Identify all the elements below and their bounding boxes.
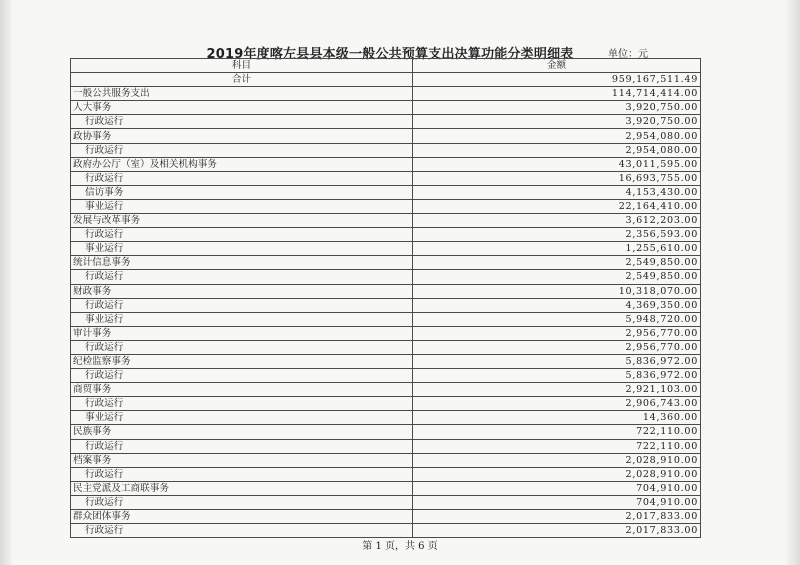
table-row [71,298,701,312]
unit-label: 单位：元 [608,49,648,60]
subject-cell: 商贸事务 [71,383,413,397]
amount-cell: 2,549,850.00 [413,270,701,284]
amount-cell: 2,017,833.00 [413,510,701,524]
subject-cell: 民主党派及工商联事务 [71,481,413,495]
subject-cell: 行政运行 [71,495,413,509]
subject-cell: 行政运行 [71,467,413,481]
amount-cell: 5,836,972.00 [413,369,701,383]
scan-shadow-left [0,0,12,565]
table-row [71,411,701,425]
amount-cell: 2,906,743.00 [413,397,701,411]
page-number: 第 1 页，共 6 页 [362,541,438,552]
amount-cell: 4,153,430.00 [413,185,701,199]
table-row [71,383,701,397]
subject-cell: 政协事务 [71,129,413,143]
amount-cell: 3,920,750.00 [413,115,701,129]
table-row [71,354,701,368]
table-row [71,185,701,199]
table-row [71,101,701,115]
table-row [71,256,701,270]
table-row [71,171,701,185]
amount-cell: 114,714,414.00 [413,87,701,101]
amount-cell: 959,167,511.49 [413,73,701,87]
table-row [71,199,701,213]
amount-cell: 5,836,972.00 [413,354,701,368]
subject-cell: 人大事务 [71,101,413,115]
table-row [71,115,701,129]
amount-cell: 2,954,080.00 [413,143,701,157]
subject-cell: 事业运行 [71,199,413,213]
table-row [71,510,701,524]
amount-cell: 2,956,770.00 [413,326,701,340]
amount-cell: 722,110.00 [413,439,701,453]
table-row [71,524,701,538]
subject-cell: 一般公共服务支出 [71,87,413,101]
subject-cell: 统计信息事务 [71,256,413,270]
subject-cell: 事业运行 [71,312,413,326]
subject-cell: 民族事务 [71,425,413,439]
table-row [71,467,701,481]
table-row [71,495,701,509]
subject-cell: 信访事务 [71,185,413,199]
subject-cell: 合计 [71,73,413,87]
scan-shadow-right [786,0,800,565]
table-row [71,228,701,242]
subject-cell: 行政运行 [71,143,413,157]
amount-cell: 3,612,203.00 [413,214,701,228]
amount-cell: 1,255,610.00 [413,242,701,256]
table-row [71,369,701,383]
subject-cell: 行政运行 [71,115,413,129]
table-row [71,453,701,467]
amount-cell: 5,948,720.00 [413,312,701,326]
subject-cell: 审计事务 [71,326,413,340]
subject-cell: 行政运行 [71,171,413,185]
subject-cell: 行政运行 [71,228,413,242]
table-row [71,143,701,157]
column-header-subject: 科目 [71,59,413,73]
amount-cell: 2,954,080.00 [413,129,701,143]
subject-cell: 行政运行 [71,298,413,312]
table-row [71,340,701,354]
column-header-amount: 金额 [413,59,701,73]
subject-cell: 纪检监察事务 [71,354,413,368]
subject-cell: 行政运行 [71,369,413,383]
table-row [71,157,701,171]
subject-cell: 事业运行 [71,242,413,256]
amount-cell: 3,920,750.00 [413,101,701,115]
subject-cell: 政府办公厅（室）及相关机构事务 [71,157,413,171]
subject-cell: 财政事务 [71,284,413,298]
amount-cell: 2,356,593.00 [413,228,701,242]
table-row [71,73,701,87]
table-row [71,87,701,101]
subject-cell: 档案事务 [71,453,413,467]
amount-cell: 10,318,070.00 [413,284,701,298]
amount-cell: 2,549,850.00 [413,256,701,270]
table-row [71,270,701,284]
budget-table [70,58,701,538]
amount-cell: 16,693,755.00 [413,171,701,185]
table-row [71,326,701,340]
amount-cell: 2,017,833.00 [413,524,701,538]
amount-cell: 704,910.00 [413,481,701,495]
table-row [71,242,701,256]
subject-cell: 行政运行 [71,439,413,453]
subject-cell: 行政运行 [71,340,413,354]
amount-cell: 22,164,410.00 [413,199,701,213]
table-row [71,439,701,453]
subject-cell: 行政运行 [71,270,413,284]
table-row [71,425,701,439]
table-row [71,397,701,411]
subject-cell: 群众团体事务 [71,510,413,524]
amount-cell: 704,910.00 [413,495,701,509]
subject-cell: 行政运行 [71,397,413,411]
amount-cell: 2,028,910.00 [413,453,701,467]
document-title: 2019年度喀左县县本级一般公共预算支出决算功能分类明细表 [206,47,574,62]
amount-cell: 2,028,910.00 [413,467,701,481]
table-header-row [71,59,701,73]
table-row [71,129,701,143]
table-row [71,481,701,495]
amount-cell: 722,110.00 [413,425,701,439]
table-row [71,214,701,228]
amount-cell: 14,360.00 [413,411,701,425]
amount-cell: 4,369,350.00 [413,298,701,312]
table-row [71,284,701,298]
table-row [71,312,701,326]
amount-cell: 2,956,770.00 [413,340,701,354]
amount-cell: 2,921,103.00 [413,383,701,397]
subject-cell: 发展与改革事务 [71,214,413,228]
subject-cell: 行政运行 [71,524,413,538]
amount-cell: 43,011,595.00 [413,157,701,171]
subject-cell: 事业运行 [71,411,413,425]
